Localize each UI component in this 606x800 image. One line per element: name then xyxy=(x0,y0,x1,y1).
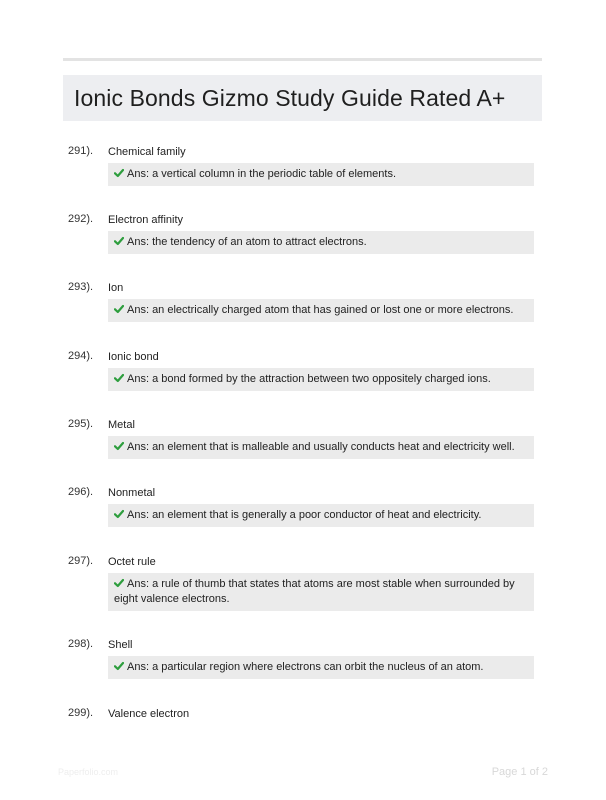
question-term: Valence electron xyxy=(108,708,190,720)
question-term: Nonmetal xyxy=(108,487,156,499)
question-number: 294). xyxy=(68,350,94,362)
answer-box xyxy=(108,573,534,611)
question-number: 292). xyxy=(68,213,94,225)
question-number: 291). xyxy=(68,145,94,157)
answer-text: Ans: a rule of thumb that states that atoms are most stable when surrounded by eight valence electrons. xyxy=(114,578,515,605)
question-number: 298). xyxy=(68,638,94,650)
check-icon xyxy=(114,168,124,178)
question-number: 293). xyxy=(68,281,94,293)
question-number: 296). xyxy=(68,486,94,498)
check-icon xyxy=(114,304,124,314)
answer-text: Ans: an electrically charged atom that has gained or lost one or more electrons. xyxy=(127,304,514,316)
question-term: Electron affinity xyxy=(108,214,184,226)
top-divider xyxy=(63,58,542,61)
question-term: Shell xyxy=(108,639,133,651)
check-icon xyxy=(114,373,124,383)
question-term: Chemical family xyxy=(108,146,186,158)
answer-box xyxy=(108,231,534,254)
check-icon xyxy=(114,236,124,246)
answer-box xyxy=(108,436,534,459)
question-number: 295). xyxy=(68,418,94,430)
answer-box xyxy=(108,656,534,679)
answer-text: Ans: the tendency of an atom to attract electrons. xyxy=(127,236,367,248)
question-term: Octet rule xyxy=(108,556,156,568)
check-icon xyxy=(114,441,124,451)
check-icon xyxy=(114,578,124,588)
page-title: Ionic Bonds Gizmo Study Guide Rated A+ xyxy=(74,85,506,111)
question-term: Metal xyxy=(108,419,135,431)
page-indicator: Page 1 of 2 xyxy=(491,766,548,778)
check-icon xyxy=(114,509,124,519)
answer-text: Ans: a vertical column in the periodic table of elements. xyxy=(127,168,397,180)
answer-box xyxy=(108,504,534,527)
answer-text: Ans: an element that is malleable and usually conducts heat and electricity well. xyxy=(127,441,515,453)
answer-box xyxy=(108,299,534,322)
question-number: 297). xyxy=(68,555,94,567)
footer-watermark: Paperfolio.com xyxy=(58,767,119,777)
question-term: Ion xyxy=(108,282,124,294)
question-number: 299). xyxy=(68,707,94,719)
question-term: Ionic bond xyxy=(108,351,159,363)
answer-text: Ans: an element that is generally a poor conductor of heat and electricity. xyxy=(127,509,482,521)
answer-box xyxy=(108,163,534,186)
check-icon xyxy=(114,661,124,671)
title-banner xyxy=(63,75,542,121)
answer-text: Ans: a bond formed by the attraction between two oppositely charged ions. xyxy=(127,373,491,385)
answer-box xyxy=(108,368,534,391)
answer-text: Ans: a particular region where electrons can orbit the nucleus of an atom. xyxy=(127,661,484,673)
